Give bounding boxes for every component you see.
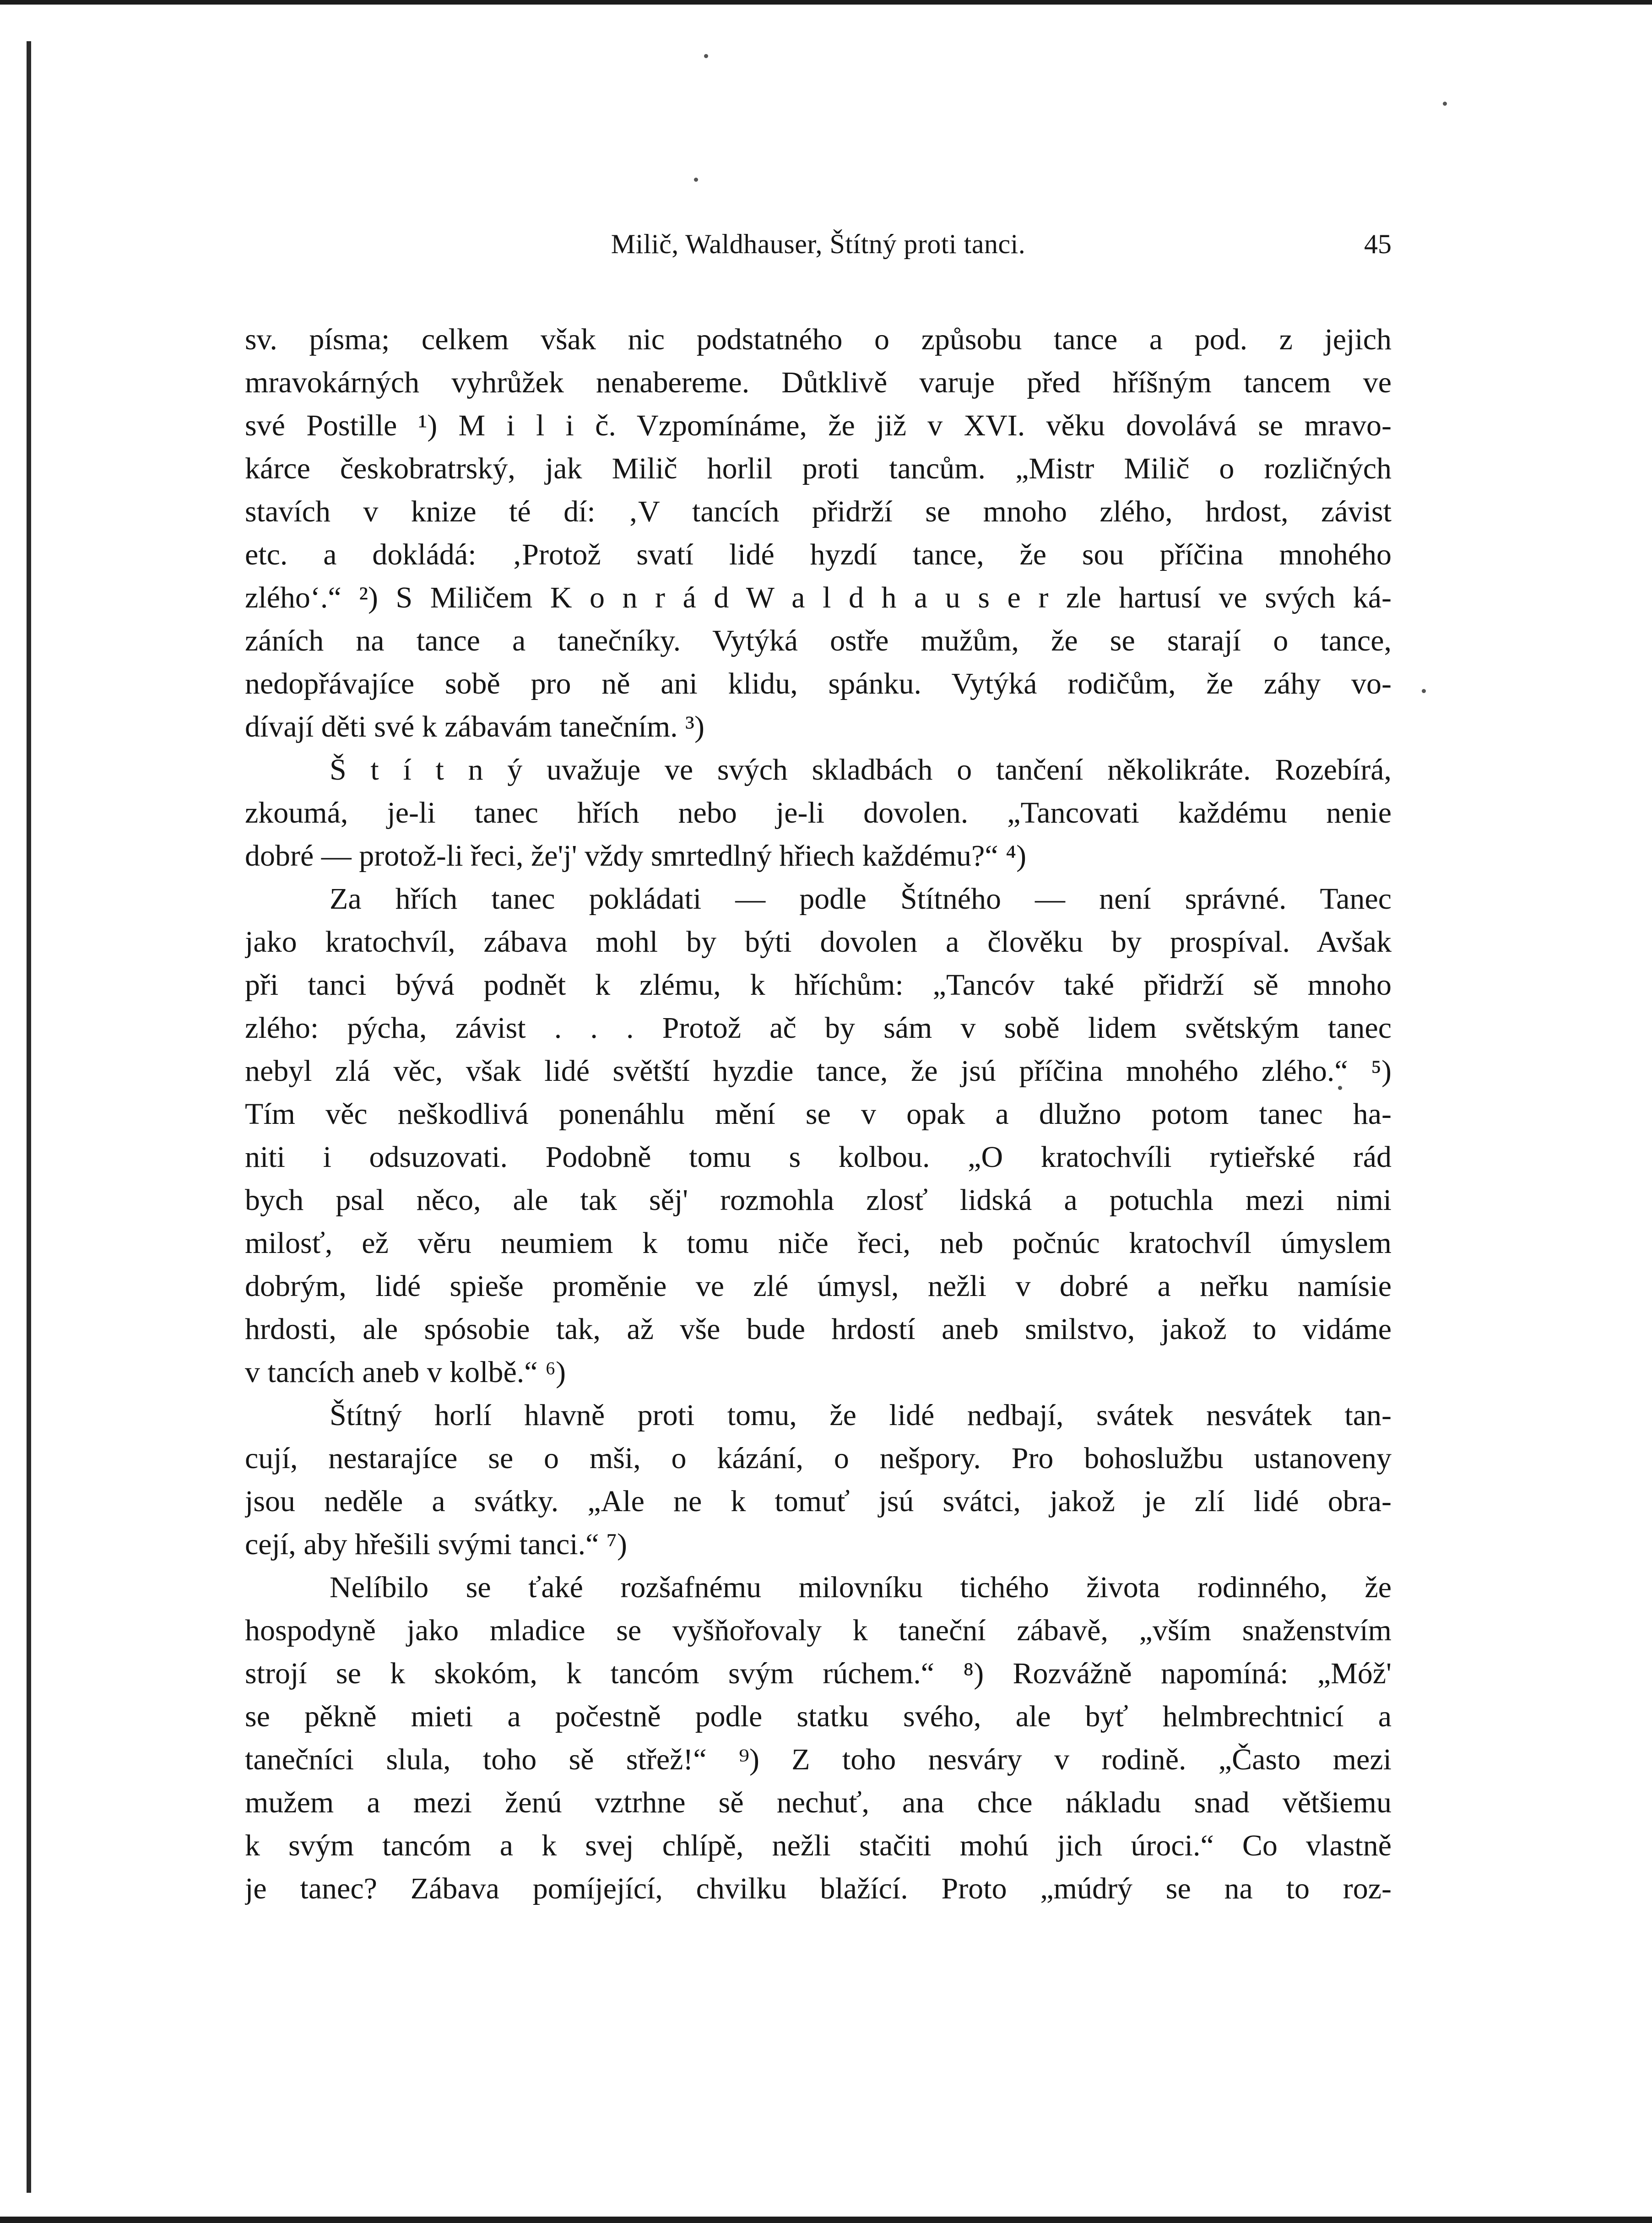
running-title: Milič, Waldhauser, Štítný proti tanci. (611, 229, 1026, 259)
text-line: niti i odsuzovati. Podobně tomu s kolbou. „O kratochvíli rytieřské rád (245, 1140, 1392, 1174)
text-line: nebyl zlá věc, však lidé světští hyzdie tance, že jsú příčina mnohého zlého.“ ⁵) (245, 1054, 1392, 1088)
text-line: etc. a dokládá: ‚Protož svatí lidé hyzdí tance, že sou příčina mnohého (245, 538, 1392, 571)
text-line: záních na tance a tanečníky. Vytýká ostře mužům, že se starají o tance, (245, 624, 1392, 657)
scan-speck (694, 178, 698, 182)
scan-speck (1443, 102, 1447, 106)
scan-speck (1422, 689, 1426, 693)
page-number: 45 (1364, 229, 1392, 259)
text-line: jsou neděle a svátky. „Ale ne k tomuť jsú svátci, jakož je zlí lidé obra- (245, 1485, 1392, 1518)
text-line: milosť, ež věru neumiem k tomu niče řeci, neb počnúc kratochvíl úmyslem (245, 1226, 1392, 1260)
text-line: bych psal něco, ale tak sěj' rozmohla zlosť lidská a potuchla mezi nimi (245, 1183, 1392, 1217)
text-line: mužem a mezi ženú vztrhne sě nechuť, ana chce nákladu snad většiemu (245, 1786, 1392, 1819)
text-line: Š t í t n ý uvažuje ve svých skladbách o tančení několikráte. Rozebírá, (330, 753, 1392, 786)
scan-edge-top (0, 0, 1652, 5)
text-line: své Postille ¹) M i l i č. Vzpomínáme, že již v XVI. věku dovolává se mravo- (245, 409, 1392, 442)
text-line: cejí, aby hřešili svými tanci.“ ⁷) (245, 1528, 627, 1561)
text-line: dobré — protož-li řeci, že'j' vždy smrtedlný hřiech každému?“ ⁴) (245, 839, 1027, 873)
text-line: Nelíbilo se ťaké rozšafnému milovníku tichého života rodinného, že (330, 1571, 1392, 1604)
text-line: zlého‘.“ ²) S Miličem K o n r á d W a l d h a u s e r zle hartusí ve svých ká- (245, 581, 1392, 614)
text-line: tanečníci slula, toho sě střež!“ ⁹) Z toho nesváry v rodině. „Často mezi (245, 1743, 1392, 1776)
body-text (245, 318, 1392, 1910)
text-line: se pěkně mieti a počestně podle statku svého, ale byť helmbrechtnicí a (245, 1700, 1392, 1733)
text-line: zlého: pýcha, závist . . . Protož ač by sám v sobě lidem světským tanec (245, 1011, 1392, 1045)
text-line: dívají děti své k zábavám tanečním. ³) (245, 710, 704, 743)
text-line: dobrým, lidé spieše proměnie ve zlé úmysl, nežli v dobré a neřku namísie (245, 1269, 1392, 1303)
text-line: Za hřích tanec pokládati — podle Štítného — není správné. Tanec (330, 882, 1392, 916)
text-line: cují, nestarajíce se o mši, o kázání, o nešpory. Pro bohoslužbu ustanoveny (245, 1442, 1392, 1475)
text-line: zkoumá, je-li tanec hřích nebo je-li dovolen. „Tancovati každému nenie (245, 796, 1392, 830)
text-line: stavích v knize té dí: ‚V tancích přidrží se mnoho zlého, hrdost, závist (245, 495, 1392, 528)
text-line: nedopřávajíce sobě pro ně ani klidu, spánku. Vytýká rodičům, že záhy vo- (245, 667, 1392, 700)
text-line: sv. písma; celkem však nic podstatného o způsobu tance a pod. z jejich (245, 323, 1392, 356)
page-header (245, 223, 1392, 265)
text-line: mravokárných vyhrůžek nenabereme. Důtklivě varuje před hříšným tancem ve (245, 366, 1392, 399)
page-binding-edge (27, 41, 31, 2193)
text-line: jako kratochvíl, zábava mohl by býti dovolen a člověku by prospíval. Avšak (245, 925, 1392, 959)
text-line: v tancích aneb v kolbě.“ ⁶) (245, 1355, 566, 1389)
text-line: při tanci bývá podnět k zlému, k hříchům: „Tancóv také přidrží sě mnoho (245, 968, 1392, 1002)
text-line: je tanec? Zábava pomíjející, chvilku blažící. Proto „múdrý se na to roz- (245, 1872, 1392, 1905)
text-line: hrdosti, ale spósobie tak, až vše bude hrdostí aneb smilstvo, jakož to vidáme (245, 1312, 1392, 1346)
text-line: k svým tancóm a k svej chlípě, nežli stačiti mohú jich úroci.“ Co vlastně (245, 1829, 1392, 1862)
text-line: hospodyně jako mladice se vyšňořovaly k taneční zábavě, „vším snaženstvím (245, 1614, 1392, 1647)
text-line: strojí se k skokóm, k tancóm svým rúchem.“ ⁸) Rozvážně napomíná: „Móž' (245, 1657, 1392, 1690)
text-line: Tím věc neškodlivá ponenáhlu mění se v opak a dlužno potom tanec ha- (245, 1097, 1392, 1131)
scan-edge-bottom (0, 2217, 1652, 2223)
text-line: kárce českobratrský, jak Milič horlil proti tancům. „Mistr Milič o rozličných (245, 452, 1392, 485)
text-line: Štítný horlí hlavně proti tomu, že lidé nedbají, svátek nesvátek tan- (330, 1399, 1392, 1432)
scan-speck (704, 54, 708, 58)
